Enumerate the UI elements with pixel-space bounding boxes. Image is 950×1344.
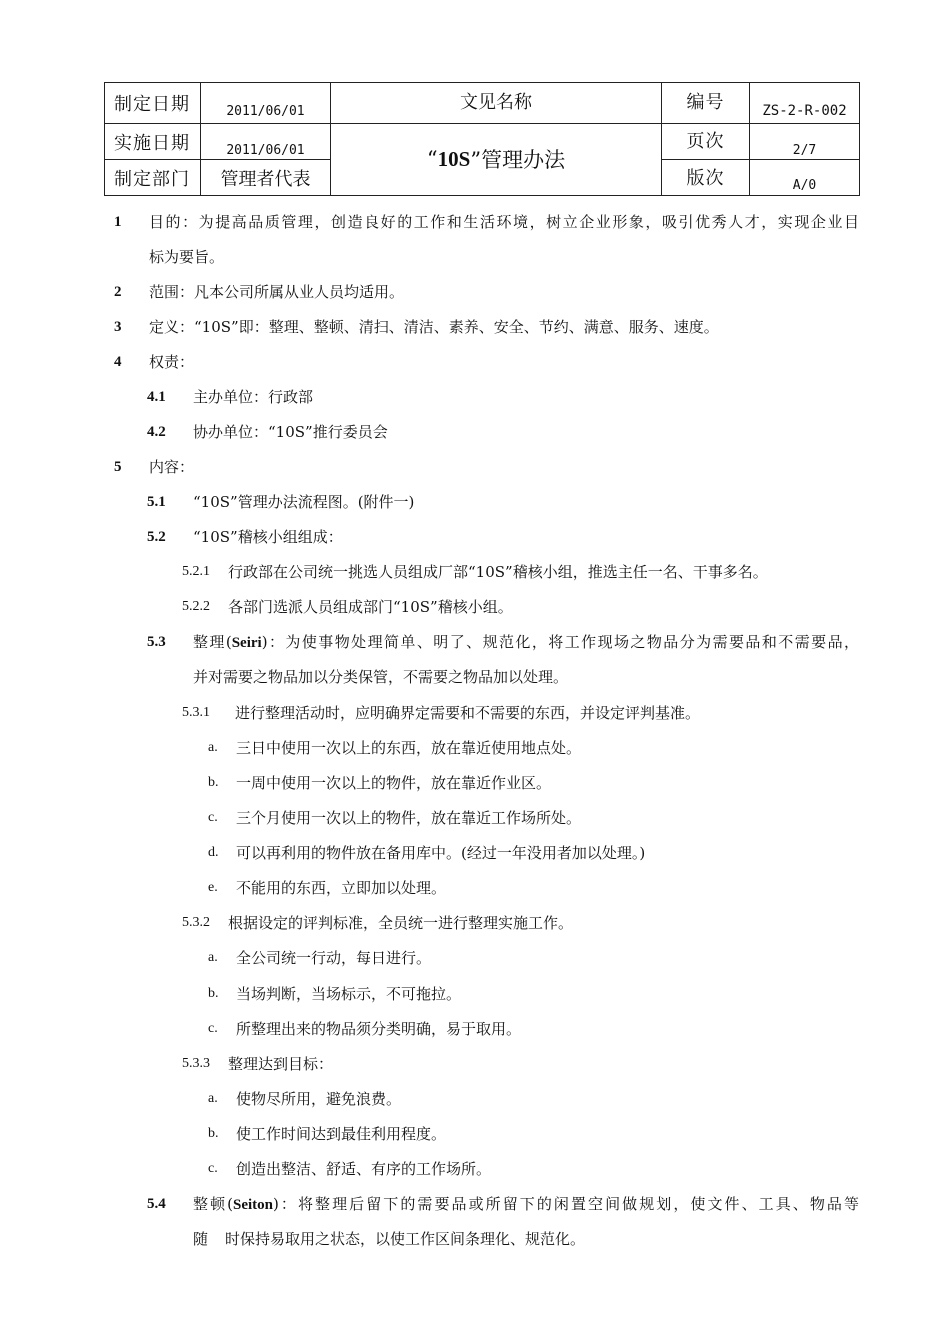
section-text: 时保持易取用之状态，以使工作区间条理化、规范化。 (225, 1230, 586, 1248)
number-value: ZS-2-R-002 (762, 103, 847, 119)
list-item: 全公司统一行动，每日进行。 (236, 949, 432, 967)
section-number: 5.3.3 (182, 1056, 210, 1071)
list-item: 创造出整洁、舒适、有序的工作场所。 (236, 1160, 492, 1178)
section-number: 4.2 (147, 424, 166, 440)
section-number: 5.2.2 (182, 599, 210, 614)
list-item: 三个月使用一次以上的物件，放在靠近工作场所处。 (236, 809, 582, 827)
section-text-part: )：将整理后留下的需要品或所留下的闲置空间做规划，使文件、工具、物品等 (273, 1195, 859, 1213)
dept-label: 制定部门 (114, 168, 190, 190)
section-number: 5.4 (147, 1196, 166, 1212)
section-number: 5.2.1 (182, 564, 210, 579)
section-term: Seiton (232, 1197, 273, 1213)
section-text: “10S”管理办法流程图。(附件一) (193, 493, 415, 511)
number-label: 编号 (686, 92, 725, 113)
list-item-marker: b. (208, 1126, 219, 1141)
version-value: A/0 (792, 178, 817, 193)
list-item-marker: b. (208, 986, 219, 1001)
doc-title-text: ”管理办法 (470, 148, 566, 172)
list-item: 可以再利用的物件放在备用库中。(经过一年没用者加以处理。) (236, 844, 646, 862)
section-number: 5.1 (147, 494, 166, 510)
section-text: 目的：为提高品质管理，创造良好的工作和生活环境，树立企业形象，吸引优秀人才，实现企业目 (149, 213, 859, 231)
list-item: 不能用的东西，立即加以处理。 (236, 879, 447, 897)
section-text: 定义：“10S”即：整理、整顿、清扫、清洁、素养、安全、节约、满意、服务、速度。 (149, 318, 719, 336)
section-number: 5.2 (147, 529, 166, 545)
list-item: 三日中使用一次以上的东西，放在靠近使用地点处。 (236, 739, 582, 757)
section-text (193, 1194, 859, 1215)
list-item: 使工作时间达到最佳利用程度。 (236, 1125, 447, 1143)
section-text: 范围：凡本公司所属从业人员均适用。 (149, 283, 405, 301)
document-header-table (104, 82, 860, 196)
section-number: 3 (114, 319, 122, 335)
section-number: 4.1 (147, 389, 166, 405)
list-item-marker: c. (208, 810, 218, 825)
list-item: 当场判断，当场标示，不可拖拉。 (236, 985, 462, 1003)
dept-value: 管理者代表 (220, 168, 311, 190)
doc-title-code: 10S (437, 146, 471, 171)
made-date-label: 制定日期 (114, 94, 190, 115)
list-item: 一周中使用一次以上的物件，放在靠近作业区。 (236, 774, 552, 792)
section-text: 整理达到目标： (228, 1055, 334, 1073)
impl-date-label: 实施日期 (114, 133, 190, 154)
section-text: 行政部在公司统一挑选人员组成厂部“10S”稽核小组，推选主任一名、干事多名。 (228, 563, 768, 581)
version-label: 版次 (686, 167, 725, 189)
list-item-marker: b. (208, 775, 219, 790)
page-label: 页次 (686, 131, 725, 152)
section-text: 主办单位：行政部 (193, 388, 314, 406)
page-value: 2/7 (792, 142, 817, 158)
doc-title (331, 124, 661, 194)
section-number: 5.3.2 (182, 915, 210, 930)
section-number: 2 (114, 284, 122, 300)
section-text-part: )：为使事物处理简单、明了、规范化，将工作现场之物品分为需要品和不需要品， (261, 633, 859, 651)
list-item-marker: e. (208, 880, 218, 895)
section-text: 协办单位：“10S”推行委员会 (193, 423, 388, 441)
list-item: 使物尽所用，避免浪费。 (236, 1090, 402, 1108)
section-number: 4 (114, 354, 122, 370)
section-number: 5.3 (147, 634, 166, 650)
doc-name-label: 文见名称 (460, 92, 532, 113)
section-text-part: 整顿( (193, 1195, 233, 1213)
list-item-marker: c. (208, 1021, 218, 1036)
section-text: 根据设定的评判标准，全员统一进行整理实施工作。 (228, 914, 574, 932)
list-item-marker: a. (208, 950, 218, 965)
section-text: 并对需要之物品加以分类保管，不需要之物品加以处理。 (193, 668, 569, 686)
doc-title-open-quote: “ (426, 147, 438, 171)
section-text (193, 632, 859, 653)
section-text: 内容： (149, 458, 195, 476)
list-item-marker: a. (208, 1091, 218, 1106)
section-number: 5 (114, 459, 122, 475)
section-term: Seiri (231, 635, 262, 651)
section-text: 权责： (149, 353, 195, 371)
list-item: 所整理出来的物品须分类明确，易于取用。 (236, 1020, 522, 1038)
section-text: 进行整理活动时，应明确界定需要和不需要的东西，并设定评判基准。 (235, 704, 701, 722)
list-item-marker: d. (208, 845, 219, 860)
impl-date-value: 2011/06/01 (226, 142, 305, 158)
section-number: 5.3.1 (182, 705, 210, 720)
section-text: 随 (193, 1230, 209, 1248)
section-text: “10S”稽核小组组成： (193, 528, 343, 546)
list-item-marker: a. (208, 740, 218, 755)
section-number: 1 (114, 214, 122, 230)
section-text-part: 整理( (193, 633, 232, 651)
section-text: 各部门选派人员组成部门“10S”稽核小组。 (228, 598, 513, 616)
made-date-value: 2011/06/01 (226, 103, 305, 119)
section-text: 标为要旨。 (149, 248, 225, 266)
list-item-marker: c. (208, 1161, 218, 1176)
